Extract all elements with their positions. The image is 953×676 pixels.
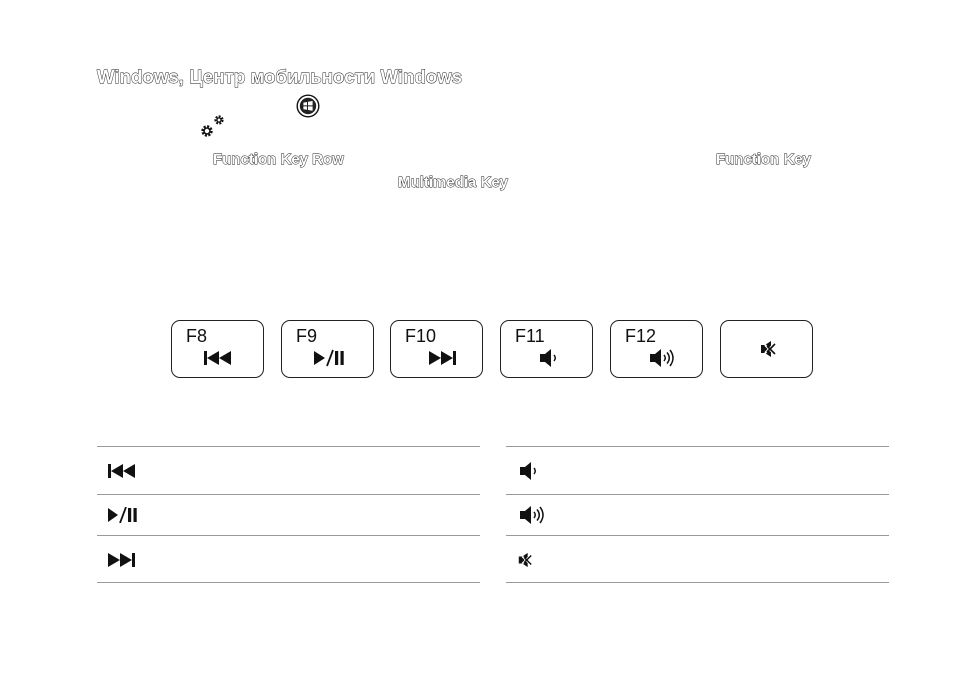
mute-icon	[759, 340, 777, 358]
play-pause-icon	[107, 507, 141, 523]
section-heading: Windows, Центр мобильности Windows	[97, 66, 463, 87]
next-track-icon	[107, 552, 137, 568]
table-row	[506, 446, 889, 494]
key-label: F9	[296, 326, 318, 346]
volume-down-icon	[516, 461, 542, 481]
table-row	[97, 535, 480, 583]
previous-track-icon	[202, 348, 238, 368]
function-key-label: Function Key	[716, 151, 812, 168]
key-label: F8	[186, 326, 208, 346]
media-controls-table-right	[506, 446, 889, 583]
function-key-row-label: Function Key Row	[213, 151, 344, 168]
multimedia-key-label: Multimedia Key	[398, 174, 509, 191]
key-f8	[171, 320, 264, 378]
settings-gears-icon	[198, 113, 228, 141]
media-controls-table-left	[97, 446, 480, 583]
key-label: F11	[515, 326, 545, 346]
key-f11	[500, 320, 593, 378]
volume-up-icon	[516, 505, 552, 525]
table-row	[97, 446, 480, 494]
previous-track-icon	[107, 463, 137, 479]
table-row	[97, 494, 480, 535]
windows-start-icon	[296, 94, 320, 118]
key-f12	[610, 320, 703, 378]
play-pause-icon	[312, 348, 348, 368]
key-f9	[281, 320, 374, 378]
volume-up-icon	[641, 348, 677, 368]
mute-icon	[516, 552, 534, 568]
volume-down-icon	[531, 348, 567, 368]
table-row	[506, 535, 889, 583]
key-mute	[720, 320, 813, 378]
key-label: F10	[405, 326, 437, 346]
key-label: F12	[625, 326, 657, 346]
key-f10	[390, 320, 483, 378]
table-row	[506, 494, 889, 535]
next-track-icon	[421, 348, 457, 368]
